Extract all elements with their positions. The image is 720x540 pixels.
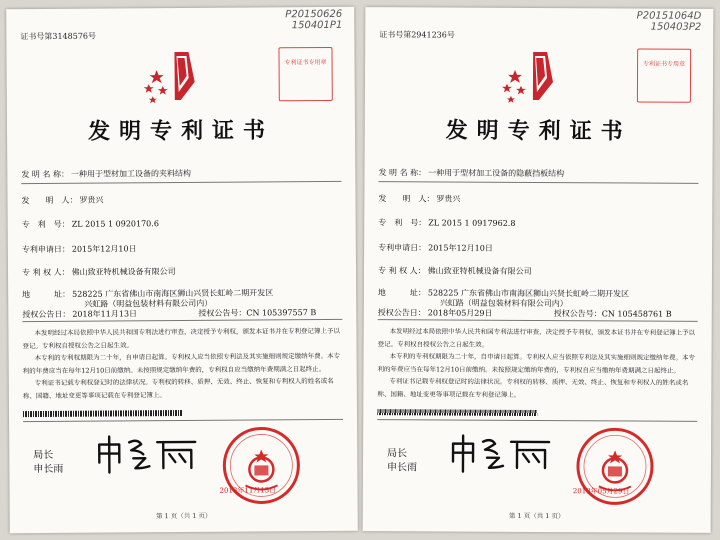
barcode [23,410,183,417]
divider [377,419,697,422]
field-label: 专 利 号： [21,219,70,230]
field-inventor [378,193,460,204]
certificate-body [22,325,343,402]
handwritten-note [285,9,342,31]
field-label: 授权公告日： [22,309,71,320]
signatory-name: 申长雨 [33,463,64,476]
seal-date: 2018年11月13日 [219,486,277,495]
field-grant-date [22,308,137,320]
handwritten-signature [93,434,203,475]
field-address-line2: 兴虹路（明益包装材料有限公司内） [84,298,213,309]
field-label: 授权公告号： [553,309,602,319]
certificate-stamp-text: 专利证书专用章 [284,58,327,67]
field-label: 授权公告号： [198,308,247,318]
seal-date: 2018年05月29日 [572,487,630,496]
field-patent-number [378,217,515,229]
field-patent-number [22,218,159,230]
signatory-role: 局长 [387,448,408,460]
signatory-role: 局长 [33,449,54,462]
field-value: 2015年12月10日 [428,243,493,253]
field-label: 专 利 权 人： [377,266,426,276]
field-grant-date [378,307,493,319]
field-label: 专 利 号： [378,218,427,228]
body-paragraph: 本发明经过本局依照中华人民共和国专利法进行审查，决定授予专利权，颁发本证书并在专利登记簿上予以登记。专利权自授权公告之日起生效。 [377,327,696,349]
body-paragraph: 专利证书记载专利权登记时的法律状况。专利权的转移、质押、无效、终止、恢复和专利权人的姓名或名称、国籍、地址变更等事项记载在专利登记簿上。 [377,377,689,399]
certificate-title: 发明专利证书 [87,117,275,145]
field-invention-name [378,167,564,179]
field-value: 一种用于型材加工设备的隐蔽挡板结构 [428,168,565,179]
field-label: 发 明 名 称： [21,169,70,180]
field-label: 地 址： [22,289,71,300]
patent-certificate-left [6,7,358,533]
field-label: 发 明 名 称： [378,168,427,178]
handwritten-signature [447,434,557,475]
cnipa-emblem-icon [136,48,206,108]
field-label: 地 址： [377,288,426,298]
cnipa-emblem-icon [495,48,565,108]
page-footer: 第 1 页（共 1 页） [508,511,565,521]
field-value: 罗贵兴 [79,195,104,205]
field-publication-number [198,307,316,319]
handwritten-note-line: 150401P1 [291,19,343,32]
field-label: 授权公告日： [377,308,426,318]
patent-certificate-right [363,7,714,533]
field-filing-date [378,242,493,254]
field-value: ZL 2015 1 0920170.6 [71,219,159,229]
field-inventor [21,195,103,207]
certificate-serial: 证书号第2941236号 [379,30,455,40]
divider [21,181,341,184]
field-patentee [378,265,532,277]
certificate-stamp [637,49,691,103]
field-label: 专 利 权 人： [21,267,70,278]
body-paragraph: 本专利的专利权期限为二十年，自申请日起算。专利权人应当依照专利法及其实施细则规定缴纳年费。本专利的年费应当在每年12月10日前缴纳。未按照规定缴纳年费的，专利权自应当缴纳年费期满之日起终止。 [377,352,696,375]
page-footer: 第 1 页（共 1 页） [155,511,212,521]
field-value: 2015年12月10日 [71,244,137,254]
field-publication-number [554,308,672,320]
field-value: 2018年11月13日 [72,309,138,319]
body-paragraph: 本专利的专利权期限为二十年，自申请日起算。专利权人应当依照专利法及其实施细则规定缴纳年费。本专利的年费应当在每年12月10日前缴纳。未按照规定缴纳年费的，专利权自应当缴纳年费期满之日起终止。 [22,351,341,375]
signatory [387,447,417,475]
signatory-name: 申长雨 [386,462,417,474]
certificate-body [377,325,697,402]
body-paragraph: 专利证书记载专利权登记时的法律状况。专利权的转移、质押、无效、终止、恢复和专利权人的姓名或名称、国籍、地址变更等事项记载在专利登记簿上。 [22,376,334,400]
field-value: 佛山致亚特机械设备有限公司 [427,266,532,276]
field-value: CN 105458761 B [601,309,672,319]
certificate-stamp-text: 专利证书专用章 [643,60,686,68]
body-paragraph: 本发明经过本局依照中华人民共和国专利法进行审查，决定授予专利权，颁发本证书并在专利登记簿上予以登记。专利权自授权公告之日起生效。 [22,326,340,350]
handwritten-note-line: 150403P2 [650,21,702,33]
field-value: 罗贵兴 [436,194,461,204]
field-value: 528225 广东省佛山市南海区狮山兴贤长虹岭二期开发区 [72,288,274,299]
divider [23,419,343,422]
handwritten-note-line: P20151064D [636,10,702,22]
field-value: ZL 2015 1 0917962.8 [428,218,516,228]
field-invention-name [21,168,191,180]
field-label: 发 明 人： [378,194,435,204]
field-patentee [22,266,176,278]
handwritten-note [637,11,702,33]
handwritten-note-line: P20150626 [285,8,343,21]
field-label: 专利申请日： [378,243,427,253]
field-value: CN 105397557 B [246,308,317,318]
certificate-serial: 证书号第3148576号 [20,31,97,42]
field-filing-date [22,243,137,255]
divider [378,181,698,184]
field-address-line2: 兴虹路（明益包装材料有限公司内） [439,298,568,309]
certificate-stamp [278,47,332,101]
certificate-title: 发明专利证书 [445,117,632,145]
field-value: 佛山致亚特机械设备有限公司 [71,267,176,277]
field-value: 2018年05月29日 [427,308,493,318]
field-label: 专利申请日： [21,244,70,255]
signatory [33,449,63,477]
barcode [377,409,537,416]
field-value: 一种用于型材加工设备的夹料结构 [70,168,191,179]
field-label: 发 明 人： [21,195,78,206]
field-value: 528225 广东省佛山市南海区狮山兴贤长虹岭二期开发区 [427,288,629,299]
